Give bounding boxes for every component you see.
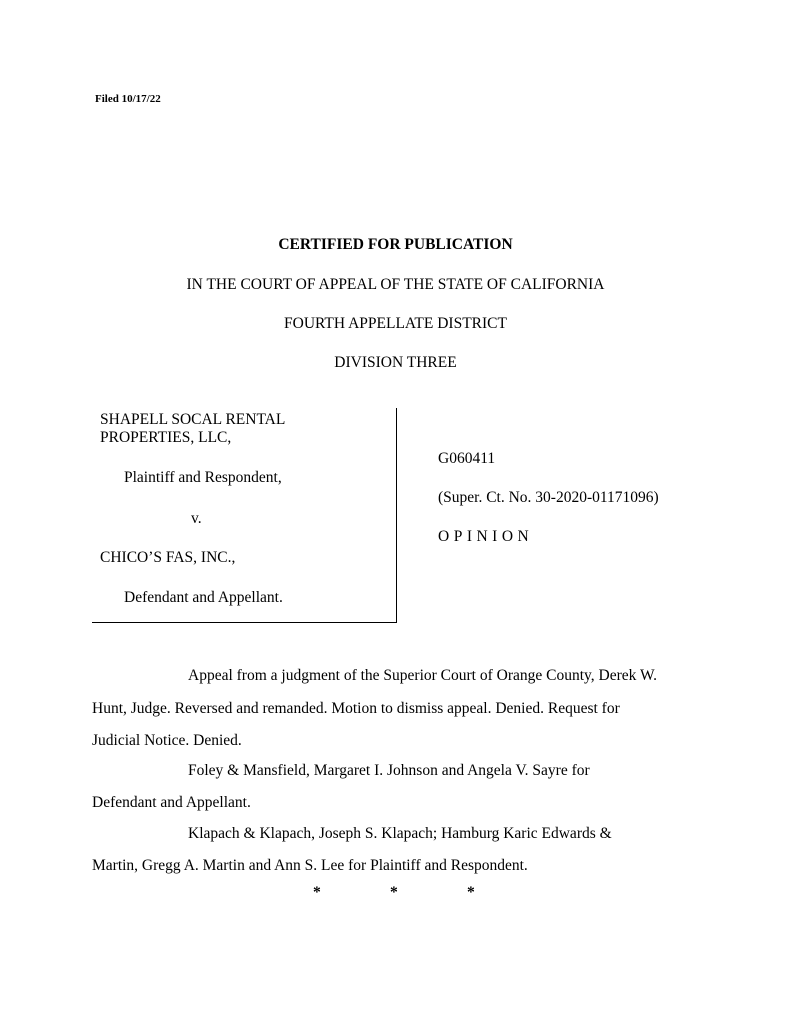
appellant-counsel-line1: Foley & Mansfield, Margaret I. Johnson and Angela V. Sayre for — [188, 762, 590, 779]
appellant-counsel-line2: Defendant and Appellant. — [92, 794, 251, 811]
defendant-name: CHICO’S FAS, INC., — [100, 549, 236, 566]
plaintiff-name-line2: PROPERTIES, LLC, — [100, 429, 232, 446]
appeal-line1: Appeal from a judgment of the Superior Court of Orange County, Derek W. — [188, 667, 658, 684]
separator-star: * — [313, 884, 321, 901]
case-number: G060411 — [438, 450, 496, 467]
appellate-district: FOURTH APPELLATE DISTRICT — [284, 315, 507, 332]
opinion-label: OPINION — [438, 528, 534, 545]
separator-star: * — [390, 884, 398, 901]
respondent-counsel-line2: Martin, Gregg A. Martin and Ann S. Lee for Plaintiff and Respondent. — [92, 857, 528, 874]
appeal-line3: Judicial Notice. Denied. — [92, 732, 242, 749]
filed-date: Filed 10/17/22 — [95, 93, 161, 105]
caption-horizontal-rule — [92, 622, 397, 623]
separator-star: * — [467, 884, 475, 901]
versus: v. — [191, 510, 202, 527]
court-name: IN THE COURT OF APPEAL OF THE STATE OF CALIFORNIA — [186, 276, 605, 293]
caption-vertical-rule — [396, 408, 397, 623]
plaintiff-role: Plaintiff and Respondent, — [124, 469, 282, 486]
superior-court-number: (Super. Ct. No. 30-2020-01171096) — [438, 489, 659, 506]
division-name: DIVISION THREE — [334, 354, 457, 371]
plaintiff-name-line1: SHAPELL SOCAL RENTAL — [100, 411, 286, 428]
defendant-role: Defendant and Appellant. — [124, 589, 283, 606]
certified-heading: CERTIFIED FOR PUBLICATION — [278, 236, 513, 253]
appeal-line2: Hunt, Judge. Reversed and remanded. Motion to dismiss appeal. Denied. Request for — [92, 700, 620, 717]
respondent-counsel-line1: Klapach & Klapach, Joseph S. Klapach; Hamburg Karic Edwards & — [188, 825, 612, 842]
